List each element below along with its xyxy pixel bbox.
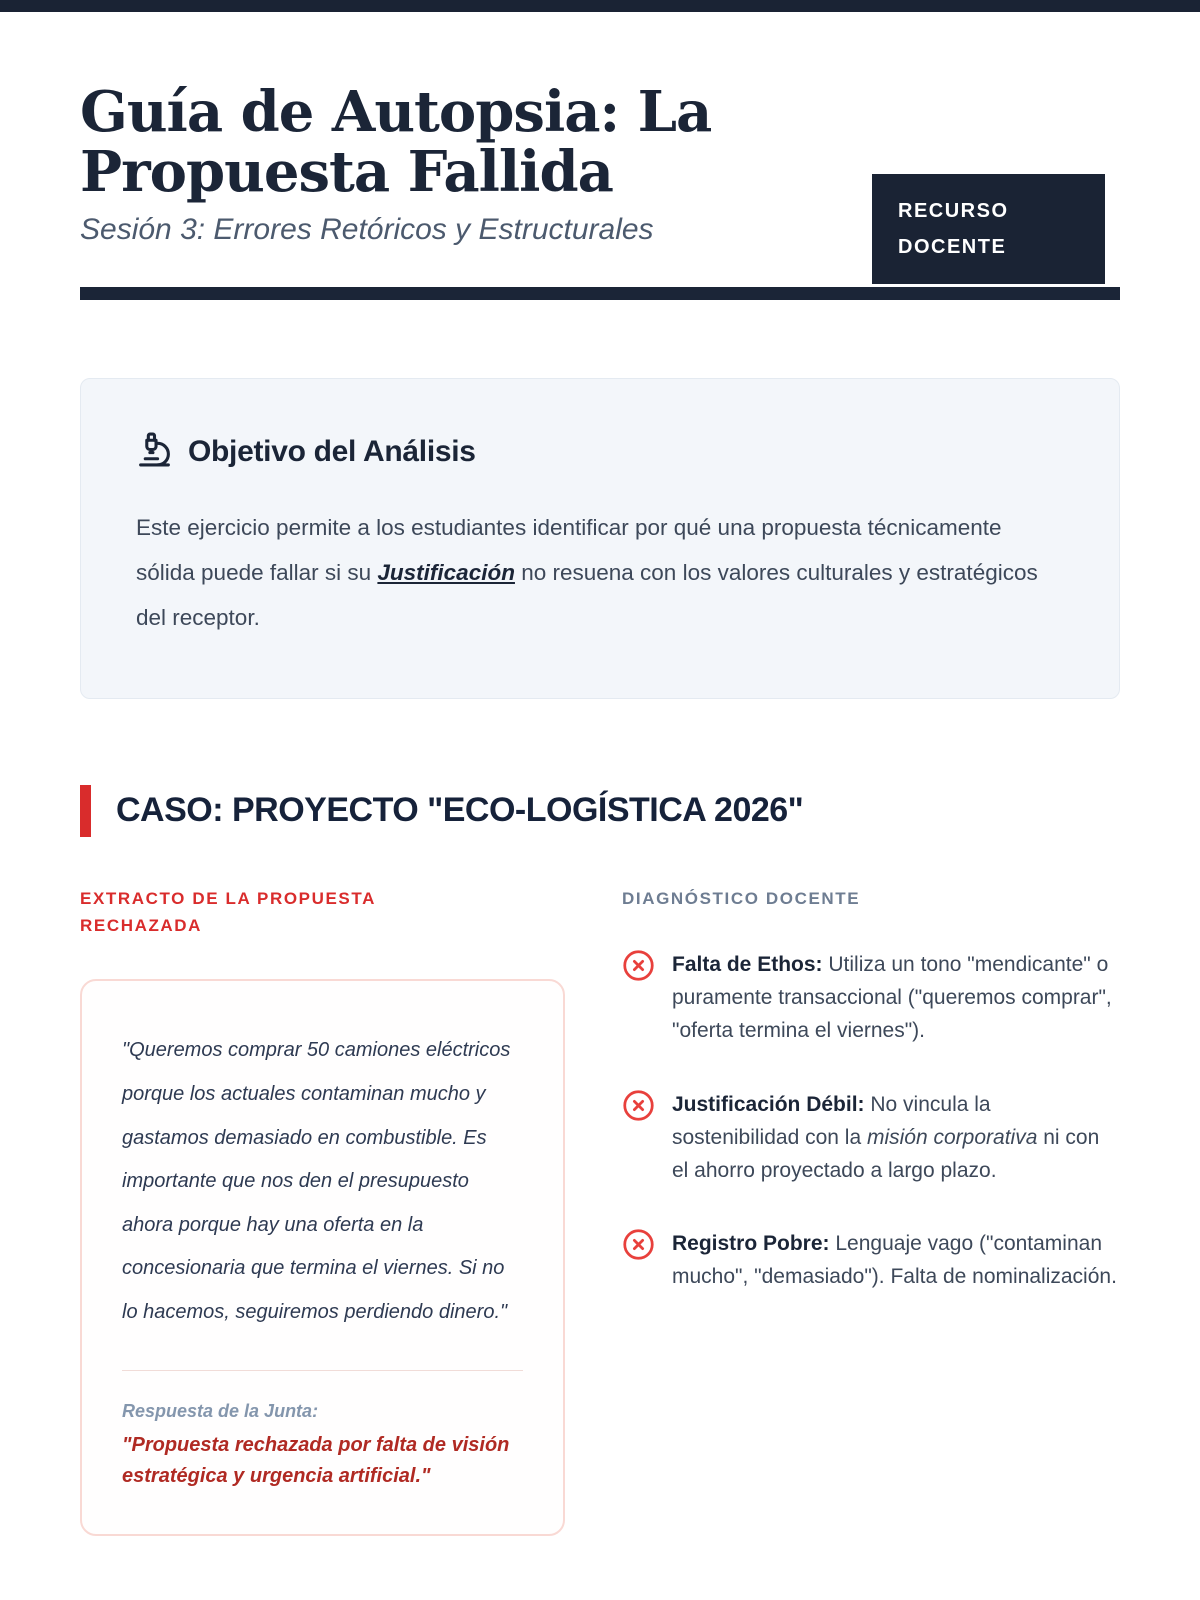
document-page [80, 12, 1120, 1536]
board-response-label: Respuesta de la Junta: [122, 1401, 319, 1422]
diagnosis-text [672, 948, 1120, 1048]
extract-column [80, 885, 565, 1537]
objective-title: Objetivo del Análisis [188, 434, 476, 468]
diagnosis-lead: Falta de Ethos: [672, 953, 823, 977]
diagnosis-text [672, 1088, 1120, 1188]
objective-text-after: no resuena con los valores culturales y estratégicos del receptor. [136, 559, 1038, 630]
page-subtitle: Sesión 3: Errores Retóricos y Estructurales [80, 212, 654, 246]
list-item [622, 1088, 1120, 1188]
case-title: CASO: PROYECTO "ECO-LOGÍSTICA 2026" [116, 791, 804, 830]
objective-paragraph [136, 505, 1064, 640]
top-accent-bar [0, 0, 1200, 12]
extract-label: EXTRACTO DE LA PROPUESTA RECHAZADA [80, 888, 376, 936]
objective-highlight: Justificación [377, 559, 515, 585]
page-title: Guía de Autopsia: La Propuesta Fallida [80, 79, 712, 206]
diagnosis-column [622, 885, 1120, 1537]
diagnosis-list [622, 948, 1120, 1293]
x-circle-icon [622, 1088, 655, 1127]
card-divider [122, 1370, 523, 1371]
microscope-icon [136, 431, 173, 473]
diagnosis-lead: Justificación Débil: [672, 1092, 865, 1116]
red-accent-bar [80, 785, 91, 837]
diagnosis-body-after: ni con el ahorro proyectado a largo plazo. [672, 1125, 1100, 1182]
diagnosis-body: Lenguaje vago ("contaminan mucho", "demasiado"). Falta de nominalización. [672, 1232, 1117, 1289]
diagnosis-lead: Registro Pobre: [672, 1232, 830, 1256]
resource-badge: RECURSO DOCENTE [872, 174, 1105, 284]
board-response-quote: "Propuesta rechazada por falta de visión estratégica y urgencia artificial." [122, 1434, 510, 1488]
rejected-proposal-card [80, 979, 565, 1536]
diagnosis-emphasis: misión corporativa [866, 1125, 1038, 1149]
objective-text-before: Este ejercicio permite a los estudiantes identificar por qué una propuesta técnicamente sólida puede fallar si su [136, 514, 1002, 585]
x-circle-icon [622, 948, 655, 987]
list-item [622, 948, 1120, 1048]
diagnosis-body: No vincula la sostenibilidad con la [672, 1092, 991, 1149]
diagnosis-body: Utiliza un tono "mendicante" o puramente transaccional ("queremos comprar", "oferta termina el viernes"). [672, 953, 1112, 1043]
case-columns [80, 885, 1120, 1537]
x-circle-icon [622, 1227, 655, 1266]
list-item [622, 1227, 1120, 1293]
header-divider [80, 287, 1120, 300]
diagnosis-label: DIAGNÓSTICO DOCENTE [622, 888, 861, 908]
proposal-quote: "Queremos comprar 50 camiones eléctricos porque los actuales contaminan mucho y gastamos demasiado en combustible. Es importante que nos den el presupuesto ahora porque hay una oferta en la concesionaria que termina el viernes. Si no lo hacemos, seguiremos perdiendo dinero." [122, 1039, 511, 1323]
diagnosis-text [672, 1227, 1120, 1293]
document-header [80, 12, 1120, 258]
objective-heading-row [136, 431, 1064, 473]
objective-card [80, 378, 1120, 699]
case-section-heading [80, 785, 1120, 837]
